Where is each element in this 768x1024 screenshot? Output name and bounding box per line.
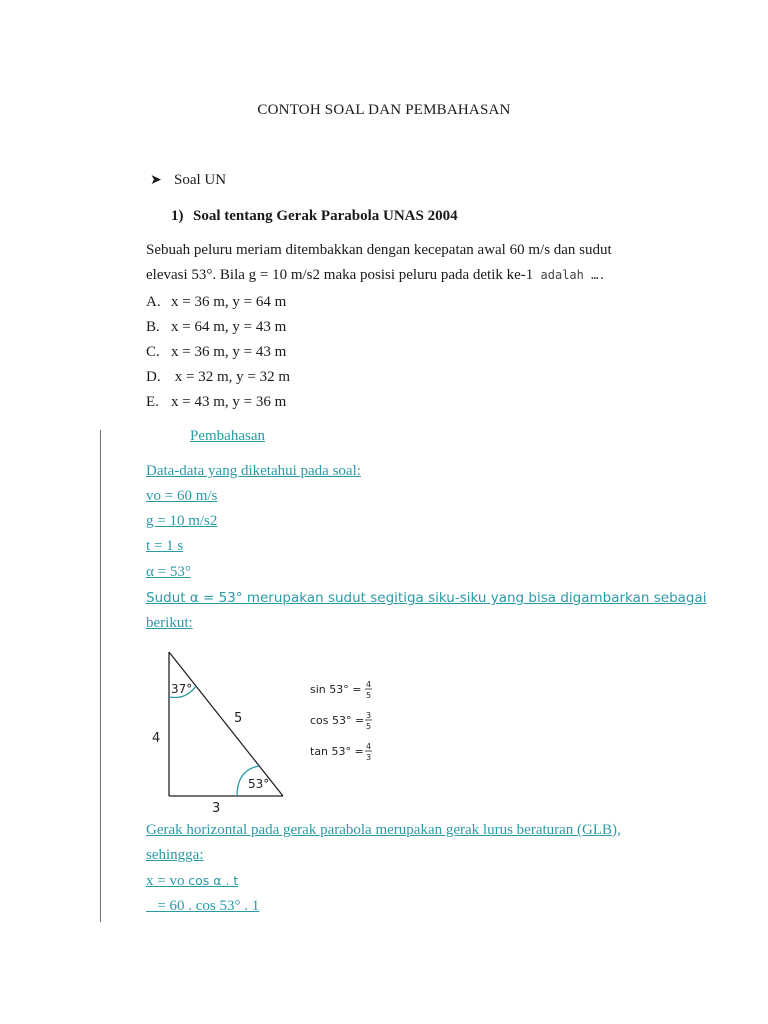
side-hypotenuse-label: 5 — [234, 711, 243, 726]
option-b: B. x = 64 m, y = 43 m — [146, 319, 287, 335]
known-vo: vo = 60 m/s — [146, 488, 218, 504]
question-text-line-1: Sebuah peluru meriam ditembakkan dengan kecepatan awal 60 m/s dan sudut — [146, 242, 612, 258]
side-vertical-label: 4 — [152, 731, 161, 746]
cos-denominator: 5 — [366, 722, 372, 731]
answer-options — [146, 290, 290, 415]
angle-top-label: 37° — [171, 682, 193, 696]
tan-denominator: 3 — [366, 753, 372, 762]
known-data-label: Data-data yang diketahui pada soal: — [146, 463, 361, 479]
option-c: C. x = 36 m, y = 43 m — [146, 344, 287, 360]
explain-line-1: Sudut α = 53° merupakan sudut segitiga siku-siku yang bisa digambarkan sebagai — [146, 590, 707, 606]
margin-change-bar — [100, 430, 101, 922]
page-title: CONTOH SOAL DAN PEMBAHASAN — [257, 102, 511, 118]
option-e: E. x = 43 m, y = 36 m — [146, 394, 287, 410]
formula-calc: = 60 . cos 53° . 1 — [146, 898, 260, 914]
tan-numerator: 4 — [366, 742, 372, 751]
cos-numerator: 3 — [366, 711, 372, 720]
known-alpha: α = 53° — [146, 564, 191, 580]
formula-x: x = vo cos α . t — [146, 873, 239, 889]
angle-bottom-label: 53° — [248, 777, 270, 791]
option-a: A. x = 36 m, y = 64 m — [146, 294, 287, 310]
question-text — [146, 238, 666, 288]
sin-denominator: 5 — [366, 691, 372, 700]
solution-heading: Pembahasan — [190, 428, 265, 444]
tan-label: tan 53° = — [310, 745, 364, 758]
question-number: 1) — [171, 208, 184, 224]
known-g: g = 10 m/s2 — [146, 513, 218, 529]
sin-numerator: 4 — [366, 680, 372, 689]
bullet-text: Soal UN — [174, 172, 227, 188]
question-text-line-2: elevasi 53°. Bila g = 10 m/s2 maka posisi peluru pada detik ke-1 adalah …. — [146, 267, 606, 283]
side-horizontal-label: 3 — [212, 801, 221, 816]
glb-line-1: Gerak horizontal pada gerak parabola merupakan gerak lurus beraturan (GLB), — [146, 822, 621, 838]
bullet-soal-un — [150, 172, 226, 189]
question-heading — [171, 208, 458, 225]
explain-line-2: berikut: — [146, 615, 193, 631]
glb-line-2: sehingga: — [146, 847, 204, 863]
option-d: D. x = 32 m, y = 32 m — [146, 369, 291, 385]
known-t: t = 1 s — [146, 538, 184, 554]
right-triangle-diagram — [140, 640, 400, 820]
cos-label: cos 53° = — [310, 714, 365, 727]
sin-label: sin 53° = — [310, 683, 362, 696]
question-title: Soal tentang Gerak Parabola UNAS 2004 — [193, 208, 458, 224]
arrow-bullet-icon: ➤ — [150, 173, 162, 188]
